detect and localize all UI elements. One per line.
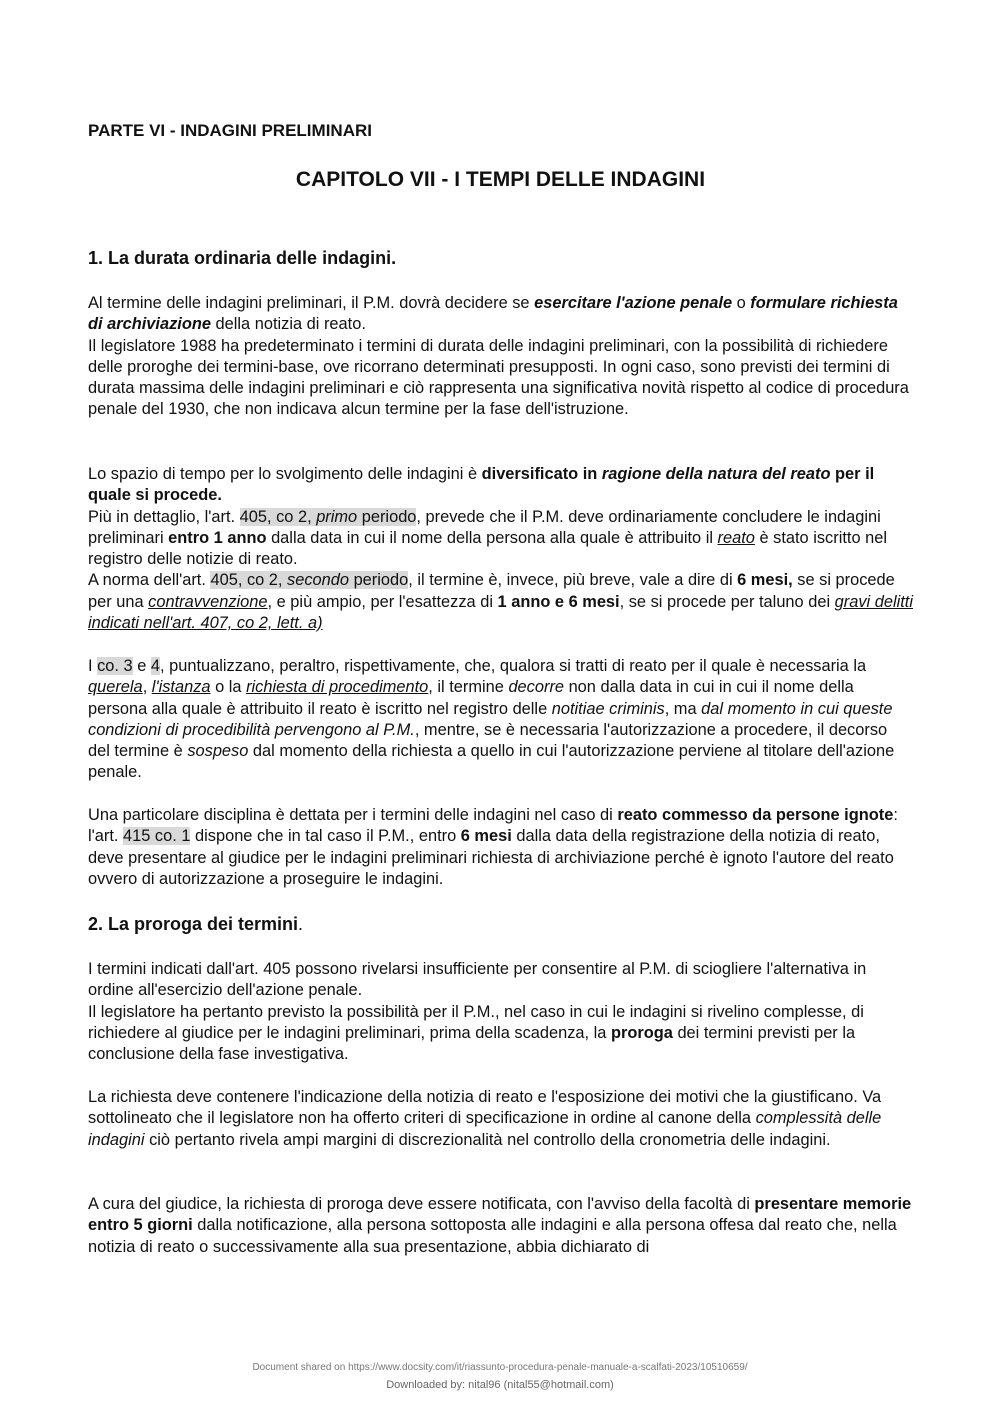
highlighted-reference: 4 bbox=[150, 657, 161, 675]
highlighted-reference: 405, co 2, secondo periodo bbox=[210, 571, 409, 590]
footer-shared-link[interactable]: Document shared on https://www.docsity.com/it/riassunto-procedura-penale-manuale-a-scalfati-2023/10510659/ bbox=[252, 1362, 748, 1373]
section-1-paragraph-4: Una particolare disciplina è dettata per i termini delle indagini nel caso di reato commesso da persone ignote: l'art. 415 co. 1 dispone che in tal caso il P.M., entro 6 mesi dalla data della registrazione della notizia di reato, deve presentare al giudice per le indagini preliminari richiesta di archiviazione perché è ignoto l'autore del reato ovvero di autorizzazione a proseguire le indagini. bbox=[88, 806, 898, 888]
highlighted-reference: co. 3 bbox=[97, 657, 133, 675]
section-2-paragraph-2: La richiesta deve contenere l'indicazione della notizia di reato e l'esposizione dei motivi che la giustificano. Va sottolineato che il legislatore non ha offerto criteri di specificazione in ordine al canone della complessità delle indagini ciò pertanto rivela ampi margini di discrezionalità nel controllo della cronometria delle indagini. bbox=[88, 1088, 882, 1149]
footer-downloaded-by: Downloaded by: nital96 (nital55@hotmail.com) bbox=[386, 1379, 614, 1391]
section-1-paragraph-2: Lo spazio di tempo per lo svolgimento delle indagini è diversificato in ragione della natura del reato per il quale si procede. Più in dettaglio, l'art. 405, co 2, primo periodo, prevede che il P.M. deve ordinariamente concludere le indagini preliminari entro 1 anno dalla data in cui il nome della persona alla quale è attribuito il reato è stato iscritto nel registro delle notizie di reato. A norma dell'art. 405, co 2, secondo periodo, il termine è, invece, più breve, vale a dire di 6 mesi, se si procede per una contravvenzione, e più ampio, per l'esattezza di 1 anno e 6 mesi, se si procede per taluno dei gravi delitti indicati nell'art. 407, co 2, lett. a) bbox=[88, 465, 913, 633]
highlighted-reference: 405, co 2, primo periodo bbox=[239, 507, 417, 526]
section-1-paragraph-1: Al termine delle indagini preliminari, il P.M. dovrà decidere se esercitare l'azione penale o formulare richiesta di archiviazione della notizia di reato. Il legislatore 1988 ha predeterminato i termini di durata delle indagini preliminari, con la possibilità di richiedere delle proroghe dei termini-base, ove ricorrano determinati presupposti. In ogni caso, sono previsti dei termini di durata massima delle indagini preliminari e ciò rappresenta una significativa novità rispetto al codice di procedura penale del 1930, che non indicava alcun termine per la fase dell'istruzione. bbox=[88, 294, 909, 419]
section-1-paragraph-3: I co. 3 e 4, puntualizzano, peraltro, rispettivamente, che, qualora si tratti di reato per il quale è necessaria la querela, l'istanza o la richiesta di procedimento, il termine decorre non dalla data in cui in cui il nome della persona alla quale è attribuito il reato è iscritto nel registro delle notitiae criminis, ma dal momento in cui queste condizioni di procedibilità pervengono al P.M., mentre, se è necessaria l'autorizzazione a procedere, il decorso del termine è sospeso dal momento della richiesta a quello in cui l'autorizzazione perviene al titolare dell'azione penale. bbox=[88, 657, 895, 782]
section-2-paragraph-1: I termini indicati dall'art. 405 possono rivelarsi insufficiente per consentire al P.M. di sciogliere l'alternativa in ordine all'esercizio dell'azione penale. Il legislatore ha pertanto previsto la possibilità per il P.M., nel caso in cui le indagini si rivelino complesse, di richiedere al giudice per le indagini preliminari, prima della scadenza, la proroga dei termini previsti per la conclusione della fase investigativa. bbox=[88, 960, 867, 1064]
highlighted-reference: 415 co. 1 bbox=[123, 827, 191, 846]
section-1-title: 1. La durata ordinaria delle indagini. bbox=[88, 248, 397, 268]
chapter-title: CAPITOLO VII - I TEMPI DELLE INDAGINI bbox=[295, 168, 706, 191]
section-2-paragraph-3: A cura del giudice, la richiesta di proroga deve essere notificata, con l'avviso della facoltà di presentare memorie entro 5 giorni dalla notificazione, alla persona sottoposta alle indagini e alla persona offesa dal reato che, nella notizia di reato o successivamente alla sua presentazione, abbia dichiarato di bbox=[88, 1195, 912, 1256]
section-2-title: 2. La proroga dei termini. bbox=[88, 914, 304, 934]
part-heading: PARTE VI - INDAGINI PRELIMINARI bbox=[88, 121, 372, 140]
